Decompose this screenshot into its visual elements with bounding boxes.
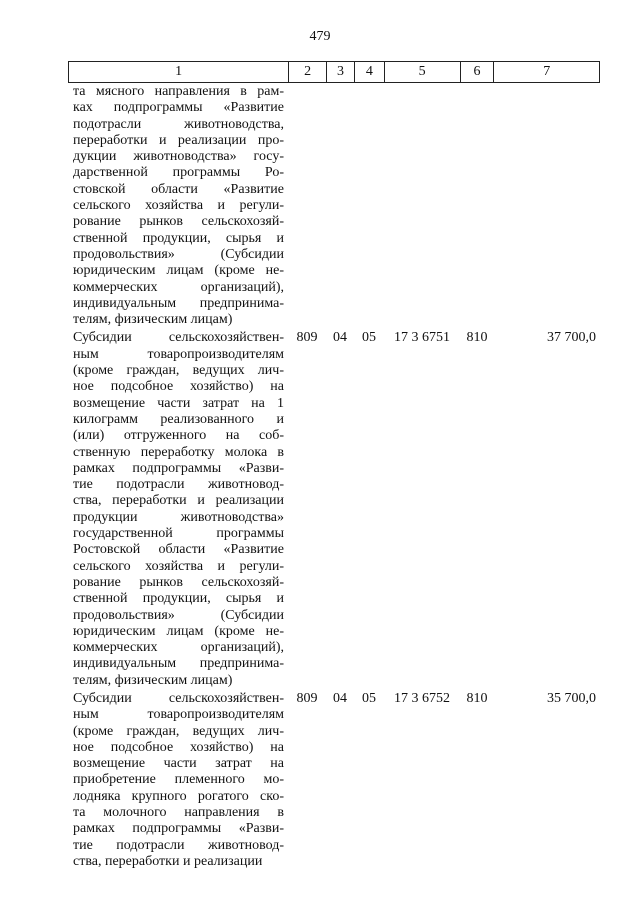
column-header-2: 2 — [288, 62, 326, 82]
description-line: рование рынков сельскохозяй- — [73, 574, 284, 590]
cell-col-5: 17 3 6751 — [394, 330, 450, 346]
description-line: продукции животноводства» — [73, 509, 284, 525]
description-line: ственной продукции, сырья и — [73, 591, 284, 607]
description-line: ках подпрограммы «Развитие — [73, 100, 284, 116]
cell-col-3: 04 — [333, 690, 347, 706]
row-description — [68, 84, 288, 328]
description-line: тие подотрасли животновод- — [73, 837, 284, 853]
table-header-row — [68, 61, 600, 83]
cell-col-4: 05 — [362, 330, 376, 346]
column-header-6: 6 — [460, 62, 494, 82]
description-line: ным товаропроизводителям — [73, 346, 284, 362]
cell-col-6: 810 — [466, 690, 488, 706]
description-line: сельского хозяйства и регули- — [73, 558, 284, 574]
description-line: Субсидии сельскохозяйствен- — [73, 330, 284, 346]
description-line: ным товаропроизводителям — [73, 707, 284, 723]
description-line: ства, переработки и реализации — [73, 853, 263, 869]
description-line: подотрасли животноводства, — [73, 116, 284, 132]
description-line: Субсидии сельскохозяйствен- — [73, 690, 284, 706]
cell-col-6: 810 — [466, 330, 488, 346]
cell-col-7: 37 700,0 — [547, 330, 596, 346]
description-line: стовской области «Развитие — [73, 181, 284, 197]
description-line: (кроме граждан, ведущих лич- — [73, 723, 284, 739]
description-line: Ростовской области «Развитие — [73, 542, 284, 558]
description-line: рование рынков сельскохозяй- — [73, 214, 284, 230]
table-row — [68, 691, 600, 870]
description-line: коммерческих организаций), — [73, 640, 284, 656]
cell-col-4: 05 — [362, 690, 376, 706]
column-header-1: 1 — [175, 64, 183, 79]
description-line: лодняка крупного рогатого ско- — [73, 788, 284, 804]
description-line: продовольствия» (Субсидии — [73, 607, 284, 623]
description-line: ственной продукции, сырья и — [73, 230, 284, 246]
description-line: юридическим лицам (кроме не- — [73, 263, 284, 279]
row-description — [68, 691, 288, 870]
cell-col-2: 809 — [296, 330, 318, 346]
description-line: рамках подпрограммы «Разви- — [73, 460, 284, 476]
description-line: приобретение племенного мо- — [73, 772, 284, 788]
description-line: (кроме граждан, ведущих лич- — [73, 363, 284, 379]
description-line: сельского хозяйства и регули- — [73, 198, 284, 214]
column-header-7: 7 — [493, 62, 599, 82]
column-header-3: 3 — [326, 62, 354, 82]
description-line: (или) отгруженного на соб- — [73, 428, 284, 444]
description-line: ства, переработки и реализации — [73, 493, 284, 509]
table-body — [68, 84, 600, 870]
description-line: переработки и реализации про- — [73, 132, 284, 148]
column-header-4: 4 — [354, 62, 384, 82]
description-line: та молочного направления в — [73, 805, 284, 821]
description-line: ное подсобное хозяйство) на — [73, 379, 284, 395]
description-line: та мясного направления в рам- — [73, 84, 284, 99]
table-row — [68, 330, 600, 689]
description-line: ное подсобное хозяйство) на — [73, 739, 284, 755]
row-description — [68, 330, 288, 689]
cell-col-3: 04 — [333, 330, 347, 346]
page-number: 479 — [309, 29, 331, 44]
description-line: рамках подпрограммы «Разви- — [73, 821, 284, 837]
description-line: коммерческих организаций), — [73, 279, 284, 295]
description-line: дукции животноводства» госу- — [73, 149, 284, 165]
cell-col-5: 17 3 6752 — [394, 690, 450, 706]
description-line: государственной программы — [73, 526, 284, 542]
cell-col-7: 35 700,0 — [547, 690, 596, 706]
cell-col-2: 809 — [296, 690, 318, 706]
description-line: возмещение части затрат на — [73, 756, 284, 772]
description-line: килограмм реализованного и — [73, 411, 284, 427]
description-line: возмещение части затрат на 1 — [73, 395, 284, 411]
description-line: юридическим лицам (кроме не- — [73, 623, 284, 639]
column-header-5: 5 — [384, 62, 460, 82]
description-line: телям, физическим лицам) — [73, 312, 233, 328]
description-line: продовольствия» (Субсидии — [73, 246, 284, 262]
description-line: ственную переработку молока в — [73, 444, 284, 460]
description-line: индивидуальным предпринима- — [73, 295, 284, 311]
description-line: индивидуальным предпринима- — [73, 656, 284, 672]
description-line: дарственной программы Ро- — [73, 165, 284, 181]
description-line: телям, физическим лицам) — [73, 672, 233, 688]
description-line: тие подотрасли животновод- — [73, 477, 284, 493]
table-row — [68, 84, 600, 328]
